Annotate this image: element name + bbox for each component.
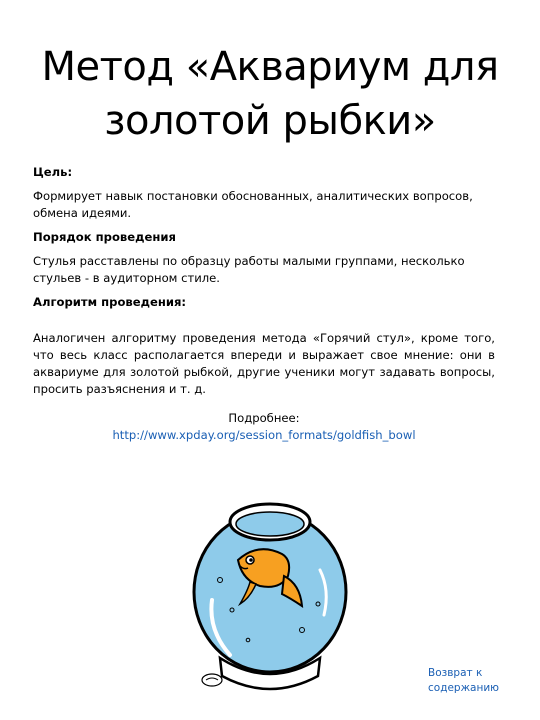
back-to-contents-link[interactable]: Возврат к содержанию xyxy=(428,667,500,694)
goal-heading: Цель: xyxy=(33,165,73,179)
goldfish-bowl-illustration xyxy=(190,480,350,700)
more-info xyxy=(33,410,495,444)
algorithm-text: Аналогичен алгоритму проведения метода «Горячий стул», кроме того, что весь класс располагается впереди и выражает свое мнение: они в аквариуме для золотой рыбкой, другие ученики могут задавать вопросы, просить разъяснения и т. д. xyxy=(33,331,495,396)
more-link[interactable]: http://www.xpday.org/session_formats/goldfish_bowl xyxy=(112,428,416,442)
algorithm-heading: Алгоритм проведения: xyxy=(33,295,187,309)
more-label: Подробнее: xyxy=(228,411,300,425)
content-block xyxy=(33,164,495,444)
page-title: Метод «Аквариум для золотой рыбки» xyxy=(41,44,499,144)
procedure-text: Стулья расставлены по образцу работы малыми группами, несколько стульев - в аудиторном стиле. xyxy=(33,254,465,285)
procedure-heading: Порядок проведения xyxy=(33,230,176,244)
goal-text: Формирует навык постановки обоснованных, аналитических вопросов, обмена идеями. xyxy=(33,189,473,220)
